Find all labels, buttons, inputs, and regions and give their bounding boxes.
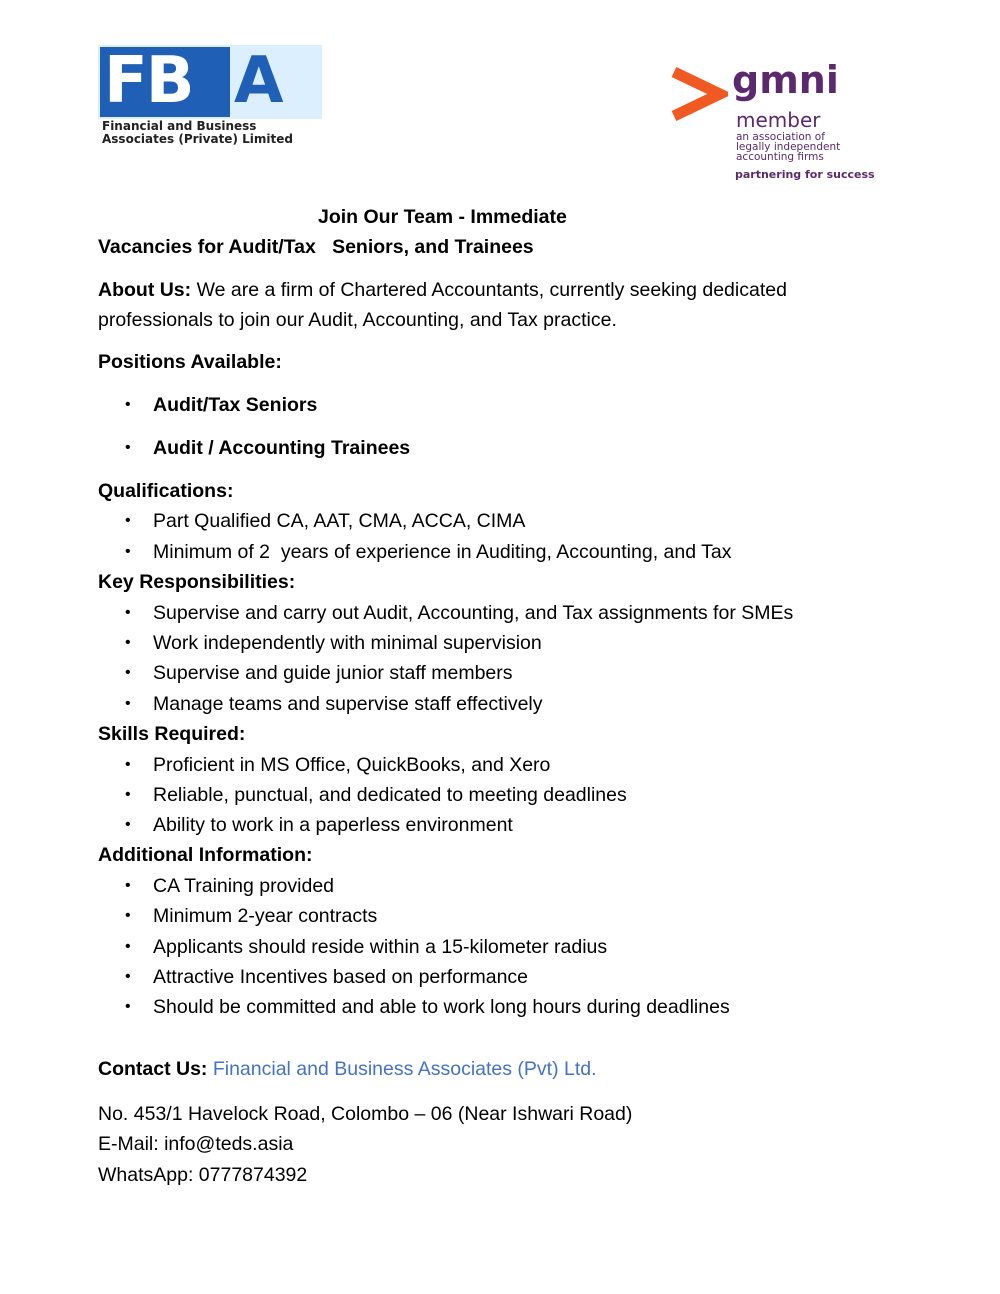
bullet-icon: • [125, 756, 131, 773]
company-link[interactable]: Financial and Business Associates (Pvt) Ltd. [212, 1058, 597, 1080]
additional-item: CA Training provided [153, 875, 335, 897]
responsibility-item: Supervise and carry out Audit, Accounting, and Tax assignments for SMEs [153, 602, 794, 624]
fba-logo-letters-fb: FB [104, 44, 193, 118]
fba-logo [98, 45, 322, 148]
gmni-desc-line2: legally independent [736, 141, 841, 153]
responsibility-item: Manage teams and supervise staff effectively [153, 693, 543, 715]
responsibilities-heading: Key Responsibilities: [98, 571, 296, 593]
bullet-icon: • [125, 998, 131, 1015]
bullet-icon: • [125, 439, 131, 456]
bullet-icon: • [125, 907, 131, 924]
gmni-chevron-icon [668, 66, 728, 122]
bullet-icon: • [125, 604, 131, 621]
qualification-item: Part Qualified CA, AAT, CMA, ACCA, CIMA [153, 510, 526, 532]
gmni-tagline: partnering for success [735, 168, 875, 181]
bullet-icon: • [125, 512, 131, 529]
skill-item: Reliable, punctual, and dedicated to meeting deadlines [153, 784, 627, 806]
bullet-icon: • [125, 938, 131, 955]
gmni-logo [668, 58, 883, 184]
contact-address: No. 453/1 Havelock Road, Colombo – 06 (Near Ishwari Road) [98, 1103, 633, 1125]
about-line1 [98, 278, 787, 302]
responsibility-item: Supervise and guide junior staff members [153, 662, 513, 684]
bullet-icon: • [125, 695, 131, 712]
additional-item: Should be committed and able to work long hours during deadlines [153, 996, 730, 1018]
bullet-icon: • [125, 396, 131, 413]
fba-logo-name-line2: Associates (Private) Limited [102, 132, 293, 146]
contact-email: E-Mail: info@teds.asia [98, 1133, 294, 1155]
skill-item: Proficient in MS Office, QuickBooks, and Xero [153, 754, 551, 776]
qualifications-heading: Qualifications: [98, 480, 234, 502]
contact-label: Contact Us: [98, 1058, 208, 1080]
gmni-desc-line1: an association of [736, 131, 825, 143]
bullet-icon: • [125, 816, 131, 833]
bullet-icon: • [125, 968, 131, 985]
qualification-item: Minimum of 2 years of experience in Auditing, Accounting, and Tax [153, 541, 732, 563]
gmni-wordmark: gmni [732, 58, 839, 102]
position-item: Audit / Accounting Trainees [153, 437, 411, 459]
fba-logo-letter-a: A [234, 44, 284, 118]
fba-logo-company-name [102, 120, 293, 146]
contact-line [98, 1057, 597, 1081]
about-label: About Us: [98, 279, 192, 301]
bullet-icon: • [125, 634, 131, 651]
skill-item: Ability to work in a paperless environment [153, 814, 513, 836]
responsibility-item: Work independently with minimal supervision [153, 632, 542, 654]
bullet-icon: • [125, 543, 131, 560]
positions-heading: Positions Available: [98, 351, 282, 373]
about-text-line1: We are a firm of Chartered Accountants, currently seeking dedicated [191, 279, 787, 301]
headline: Join Our Team - Immediate [318, 206, 567, 228]
bullet-icon: • [125, 786, 131, 803]
contact-whatsapp: WhatsApp: 0777874392 [98, 1164, 308, 1186]
gmni-member-label: member [736, 108, 821, 132]
skills-heading: Skills Required: [98, 723, 246, 745]
bullet-icon: • [125, 664, 131, 681]
bullet-icon: • [125, 877, 131, 894]
fba-logo-name-line1: Financial and Business [102, 119, 257, 133]
about-text-line2: professionals to join our Audit, Accounting, and Tax practice. [98, 309, 617, 331]
gmni-desc-line3: accounting firms [736, 151, 824, 163]
additional-item: Applicants should reside within a 15-kilometer radius [153, 936, 608, 958]
additional-heading: Additional Information: [98, 844, 313, 866]
position-item: Audit/Tax Seniors [153, 394, 318, 416]
additional-item: Attractive Incentives based on performance [153, 966, 529, 988]
subheadline: Vacancies for Audit/Tax Seniors, and Trainees [98, 236, 534, 258]
additional-item: Minimum 2-year contracts [153, 905, 378, 927]
